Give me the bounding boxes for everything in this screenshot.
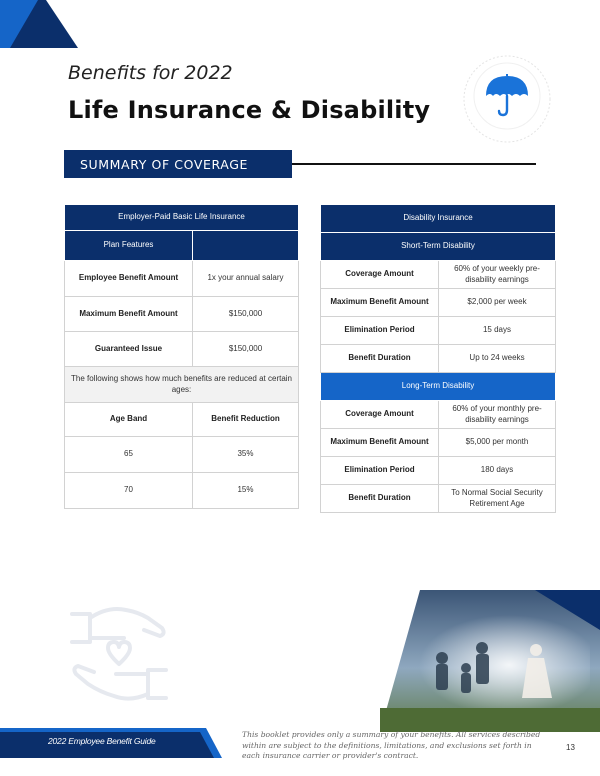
ltd-row-value: 60% of your monthly pre-disability earnings [439, 401, 556, 429]
life-row-value: $150,000 [193, 332, 299, 367]
ltd-row-label: Coverage Amount [321, 401, 439, 429]
age-band-cell: 70 [65, 473, 193, 509]
long-term-disability-header: Long-Term Disability [321, 373, 556, 401]
page-title: Life Insurance & Disability [68, 96, 431, 124]
benefit-reduction-cell: 35% [193, 437, 299, 473]
summary-divider [292, 163, 536, 165]
life-table-title: Employer-Paid Basic Life Insurance [65, 205, 299, 231]
std-row-label: Coverage Amount [321, 261, 439, 289]
footer-disclaimer: This booklet provides only a summary of your benefits. All services described within are subject to the definitions, limitations, and exclusions set forth in each insurance carrier or provider's contract. [242, 730, 541, 761]
corner-decoration [0, 0, 80, 48]
std-row-value: 15 days [439, 317, 556, 345]
umbrella-icon [462, 54, 552, 144]
guide-label: 2022 Employee Benefit Guide [48, 736, 156, 746]
age-band-cell: 65 [65, 437, 193, 473]
ltd-row-label: Benefit Duration [321, 485, 439, 513]
family-photo [380, 590, 600, 732]
page-subtitle: Benefits for 2022 [68, 62, 233, 84]
reduction-note: The following shows how much benefits are reduced at certain ages: [65, 367, 299, 403]
std-row-label: Benefit Duration [321, 345, 439, 373]
life-row-label: Guaranteed Issue [65, 332, 193, 367]
std-row-value: 60% of your weekly pre-disability earnings [439, 261, 556, 289]
benefit-reduction-header: Benefit Reduction [193, 403, 299, 437]
life-row-value: $150,000 [193, 297, 299, 332]
life-row-value: 1x your annual salary [193, 261, 299, 297]
short-term-disability-header: Short-Term Disability [321, 233, 556, 261]
std-row-value: Up to 24 weeks [439, 345, 556, 373]
summary-label: SUMMARY OF COVERAGE [80, 156, 248, 172]
hand-heart-icon [64, 598, 174, 702]
disability-insurance-table [320, 204, 556, 513]
benefit-reduction-cell: 15% [193, 473, 299, 509]
std-row-label: Elimination Period [321, 317, 439, 345]
ltd-row-label: Elimination Period [321, 457, 439, 485]
plan-features-header: Plan Features [65, 231, 193, 261]
ltd-row-label: Maximum Benefit Amount [321, 429, 439, 457]
ltd-row-value: To Normal Social Security Retirement Age [439, 485, 556, 513]
life-row-label: Maximum Benefit Amount [65, 297, 193, 332]
page-number: 13 [566, 743, 575, 752]
disability-table-title: Disability Insurance [321, 205, 556, 233]
summary-of-coverage-banner [64, 150, 292, 178]
life-insurance-table [64, 204, 299, 509]
life-row-label: Employee Benefit Amount [65, 261, 193, 297]
std-row-value: $2,000 per week [439, 289, 556, 317]
ltd-row-value: $5,000 per month [439, 429, 556, 457]
age-band-header: Age Band [65, 403, 193, 437]
plan-features-blank-header [193, 231, 299, 261]
ltd-row-value: 180 days [439, 457, 556, 485]
std-row-label: Maximum Benefit Amount [321, 289, 439, 317]
